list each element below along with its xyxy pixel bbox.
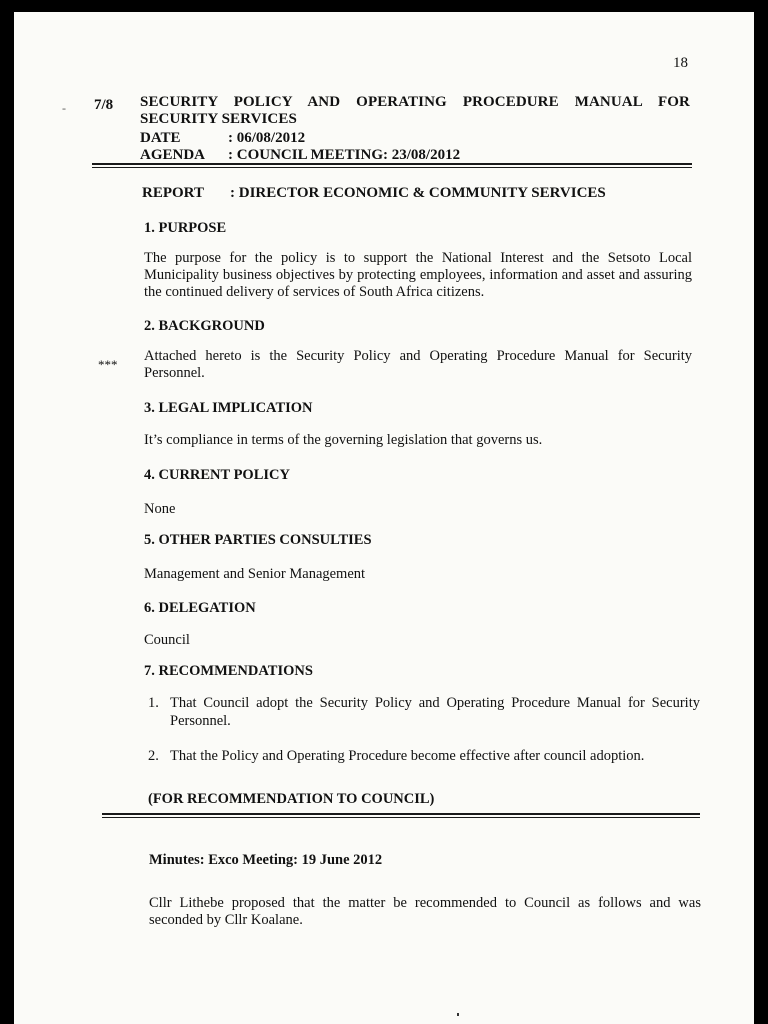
date-row bbox=[140, 130, 305, 147]
minutes-body: Cllr Lithebe proposed that the matter be recommended to Council as follows and was seconded by Cllr Koalane. bbox=[149, 895, 701, 928]
section-heading-recommendations: 7. RECOMMENDATIONS bbox=[144, 663, 313, 679]
section-body-other-parties: Management and Senior Management bbox=[144, 566, 366, 582]
scan-speck bbox=[457, 1013, 459, 1016]
report-value: : DIRECTOR ECONOMIC & COMMUNITY SERVICES bbox=[230, 185, 606, 201]
attachment-marker: *** bbox=[98, 357, 118, 372]
document-page bbox=[14, 12, 754, 1024]
section-body-current-policy: None bbox=[144, 501, 176, 517]
margin-mark: - bbox=[62, 101, 66, 115]
closing-statement: (FOR RECOMMENDATION TO COUNCIL) bbox=[148, 791, 435, 807]
header-divider bbox=[92, 163, 692, 168]
recommendation-text: That the Policy and Operating Procedure become effective after council adoption. bbox=[170, 748, 645, 764]
page-number: 18 bbox=[673, 55, 688, 71]
document-title: SECURITY POLICY AND OPERATING PROCEDURE MANUAL FOR SECURITY SERVICES bbox=[140, 94, 690, 127]
section-heading-legal: 3. LEGAL IMPLICATION bbox=[144, 400, 313, 416]
item-number: 7/8 bbox=[94, 97, 114, 113]
recommendation-number: 1. bbox=[148, 695, 159, 711]
section-heading-current-policy: 4. CURRENT POLICY bbox=[144, 467, 290, 483]
recommendation-item bbox=[148, 747, 700, 765]
section-heading-purpose: 1. PURPOSE bbox=[144, 220, 227, 236]
agenda-row bbox=[140, 147, 460, 164]
section-heading-delegation: 6. DELEGATION bbox=[144, 600, 256, 616]
section-body-legal: It’s compliance in terms of the governing legislation that governs us. bbox=[144, 432, 543, 448]
recommendation-text: That Council adopt the Security Policy and Operating Procedure Manual for Security Personnel. bbox=[170, 695, 700, 729]
date-value: : 06/08/2012 bbox=[228, 130, 306, 146]
report-row bbox=[142, 185, 606, 202]
date-label: DATE bbox=[140, 130, 181, 146]
minutes-divider bbox=[102, 813, 700, 818]
report-label: REPORT bbox=[142, 185, 204, 201]
minutes-heading: Minutes: Exco Meeting: 19 June 2012 bbox=[149, 852, 383, 868]
section-body-purpose: The purpose for the policy is to support the National Interest and the Setsoto Local Municipality business objectives by protecting employees, information and asset and assuring the continued delivery of services of South Africa citizens. bbox=[144, 250, 692, 300]
section-heading-other-parties: 5. OTHER PARTIES CONSULTIES bbox=[144, 532, 372, 548]
recommendation-item bbox=[148, 694, 700, 730]
agenda-label: AGENDA bbox=[140, 147, 206, 163]
agenda-value: : COUNCIL MEETING: 23/08/2012 bbox=[228, 147, 461, 163]
section-heading-background: 2. BACKGROUND bbox=[144, 318, 265, 334]
section-body-background: Attached hereto is the Security Policy and Operating Procedure Manual for Security Personnel. bbox=[144, 348, 692, 381]
section-body-delegation: Council bbox=[144, 632, 190, 648]
recommendation-number: 2. bbox=[148, 748, 159, 764]
